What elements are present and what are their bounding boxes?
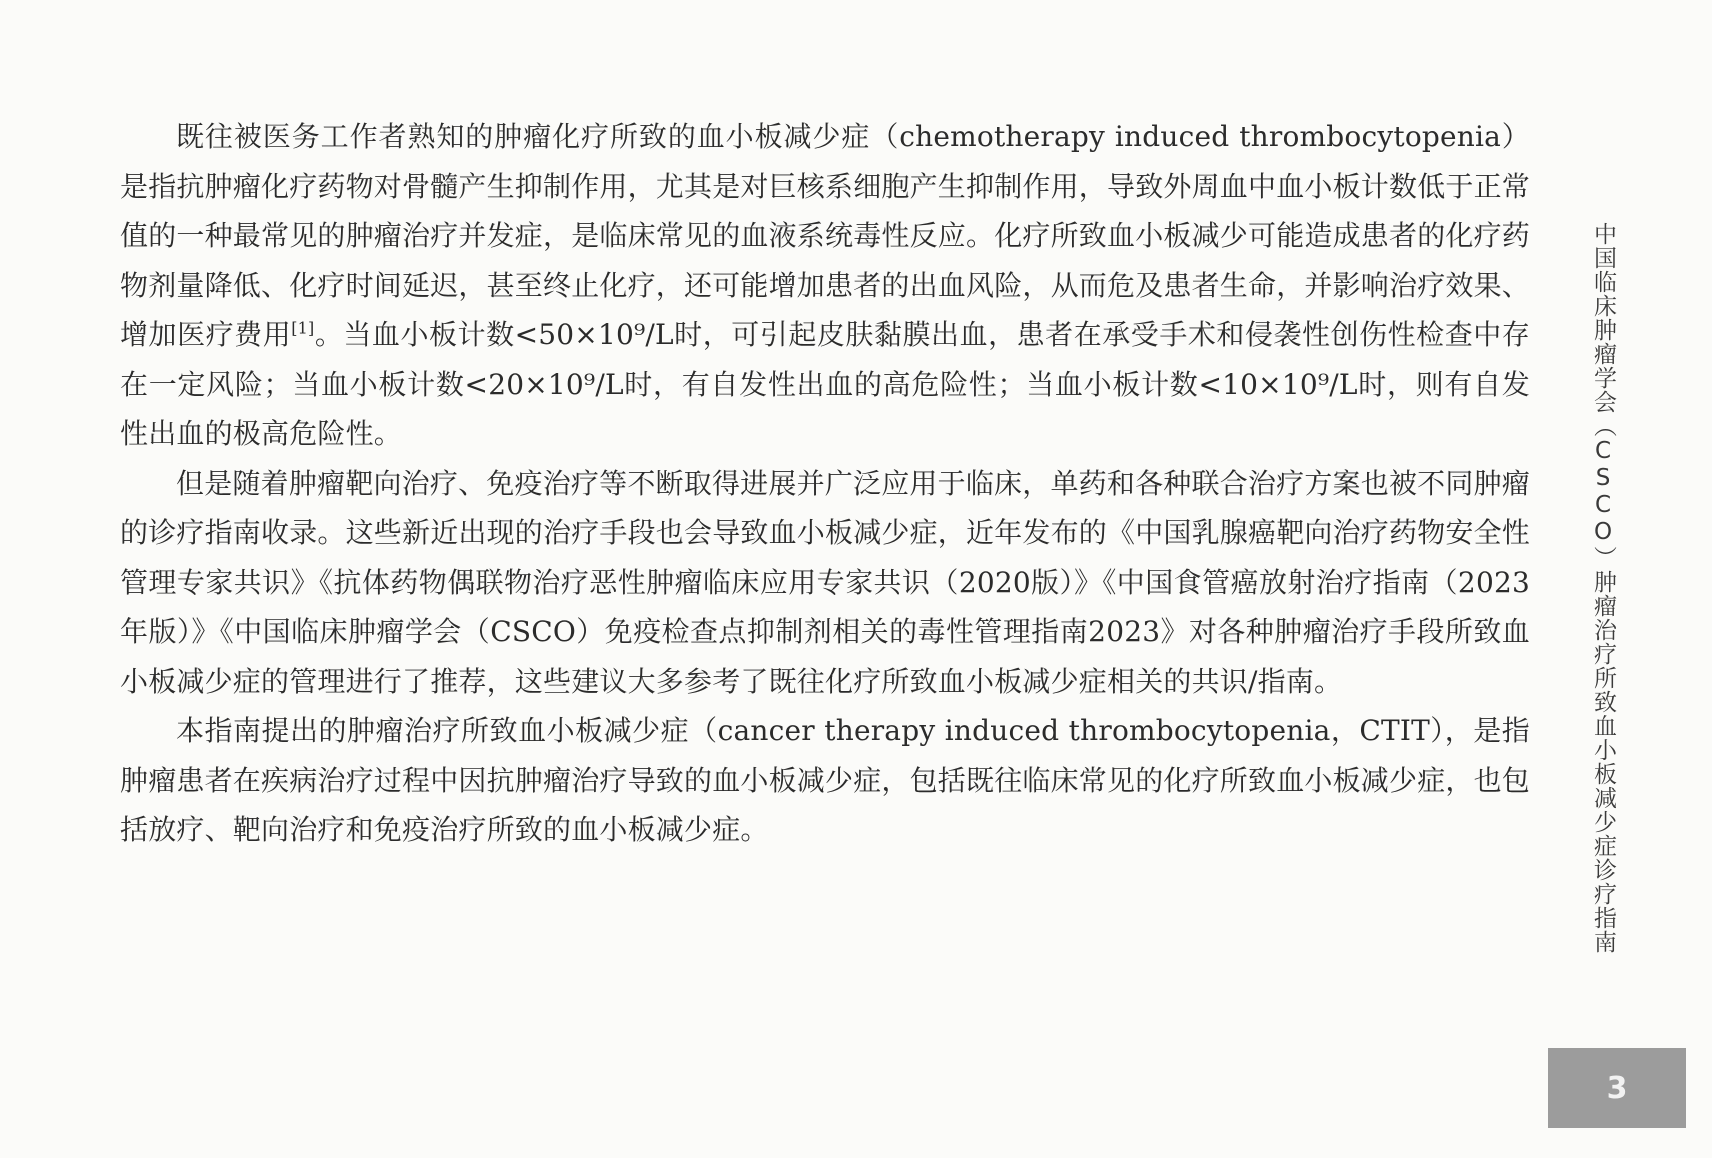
body-text bbox=[120, 112, 1530, 855]
paragraph-1-text-a: 既往被医务工作者熟知的肿瘤化疗所致的血小板减少症（chemotherapy induced thrombocytopenia）是指抗肿瘤化疗药物对骨髓产生抑制作用，尤其是对巨核系细胞产生抑制作用，导致外周血中血小板计数低于正常值的一种最常见的肿瘤治疗并发症，是临床常见的血液系统毒性反应。化疗所致血小板减少可能造成患者的化疗药物剂量降低、化疗时间延迟，甚至终止化疗，还可能增加患者的出血风险，从而危及患者生命，并影响治疗效果、增加医疗费用 bbox=[120, 120, 1531, 351]
citation-ref[interactable]: [1] bbox=[291, 318, 315, 338]
paragraph-2: 但是随着肿瘤靶向治疗、免疫治疗等不断取得进展并广泛应用于临床，单药和各种联合治疗方案也被不同肿瘤的诊疗指南收录。这些新近出现的治疗手段也会导致血小板减少症，近年发布的《中国乳腺癌靶向治疗药物安全性管理专家共识》《抗体药物偶联物治疗恶性肿瘤临床应用专家共识（2020版）》《中国食管癌放射治疗指南（2023年版）》《中国临床肿瘤学会（CSCO）免疫检查点抑制剂相关的毒性管理指南2023》对各种肿瘤治疗手段所致血小板减少症的管理进行了推荐，这些建议大多参考了既往化疗所致血小板减少症相关的共识/指南。 bbox=[120, 466, 1531, 698]
page-number-badge: 3 bbox=[1548, 1048, 1686, 1128]
paragraph-1 bbox=[120, 112, 1530, 459]
paragraph-1-text-b: 。当血小板计数<50×10⁹/L时，可引起皮肤黏膜出血，患者在承受手术和侵袭性创伤性检查中存在一定风险；当血小板计数<20×10⁹/L时，有自发性出血的高危险性；当血小板计数<10×10⁹/L时，则有自发性出血的极高危险性。 bbox=[120, 318, 1530, 450]
paragraph-3: 本指南提出的肿瘤治疗所致血小板减少症（cancer therapy induced thrombocytopenia，CTIT），是指肿瘤患者在疾病治疗过程中因抗肿瘤治疗导致的血小板减少症，包括既往临床常见的化疗所致血小板减少症，也包括放疗、靶向治疗和免疫治疗所致的血小板减少症。 bbox=[120, 714, 1531, 846]
running-side-title: 中国临床肿瘤学会（CSCO）肿瘤治疗所致血小板减少症诊疗指南 bbox=[1590, 222, 1616, 954]
